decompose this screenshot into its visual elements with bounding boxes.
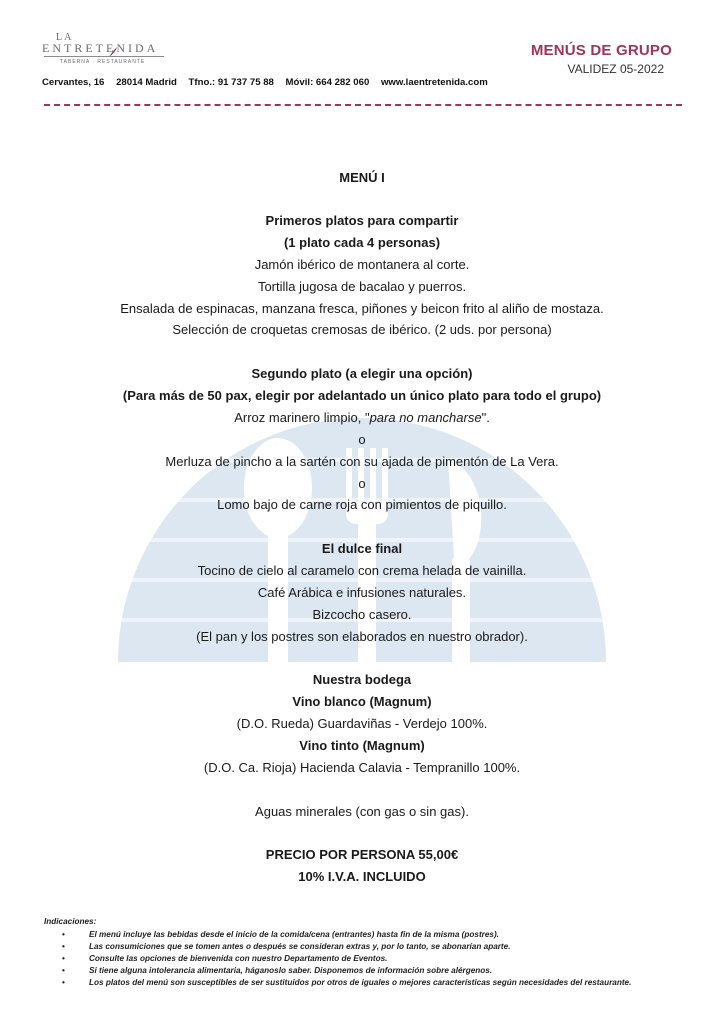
dessert-item: Bizcocho casero. [312,607,412,622]
footnote-item: • Las consumiciones que se tomen antes o después se consideran extras y, por lo tanto, se abonarían aparte. [44,941,664,952]
dessert-item: Café Arábica e infusiones naturales. [257,585,467,600]
validity-date: VALIDEZ 05-2022 [567,62,664,76]
red-wine-heading: Vino tinto (Magnum) [299,738,425,753]
starter-item: Jamón ibérico de montanera al corte. [254,257,470,272]
vat-note: 10% I.V.A. INCLUIDO [298,869,426,884]
address: Cervantes, 16 [42,77,105,88]
white-wine-heading: Vino blanco (Magnum) [292,694,432,709]
option-separator: o [358,476,366,491]
footnotes [44,917,664,989]
footnote-item: • Consulte las opciones de bienvenida con nuestro Departamento de Eventos. [44,953,664,964]
header-divider [44,104,682,106]
water-item: Aguas minerales (con gas o sin gas). [255,804,469,819]
starter-item: Tortilla jugosa de bacalao y puerros. [257,279,467,294]
white-wine: (D.O. Rueda) Guardaviñas - Verdejo 100%. [236,716,488,731]
option-separator: o [358,432,366,447]
footnote-item: • El menú incluye las bebidas desde el inicio de la comida/cena (entrantes) hasta fin de la misma (postres). [44,929,664,940]
dessert-heading: El dulce final [321,541,403,556]
logo-name-text: ENTRETENIDA [42,41,159,55]
main-item-rice-italic: para no mancharse [369,410,482,425]
main-heading: Segundo plato (a elegir una opción) [251,366,473,381]
main-item-beef: Lomo bajo de carne roja con pimientos de piquillo. [217,497,507,512]
restaurant-logo [42,32,170,72]
footnotes-list [44,929,664,988]
header-title-block [531,42,672,76]
main-item-rice-prefix: Arroz marinero limpio, " [234,410,370,425]
dessert-item: Tocino de cielo al caramelo con crema helada de vainilla. [197,563,527,578]
dessert-note: (El pan y los postres son elaborados en nuestro obrador). [196,629,528,644]
footnote-item: • Los platos del menú son susceptibles de ser sustituidos por otros de iguales o mejores características según necesidades del restaurante. [44,977,664,988]
wines-heading: Nuestra bodega [312,672,412,687]
main-item-hake: Merluza de pincho a la sartén con su ajada de pimentón de La Vera. [165,454,559,469]
city: 28014 Madrid [116,77,177,88]
website-link[interactable]: www.laentretenida.com [380,77,488,88]
main-subheading: (Para más de 50 pax, elegir por adelantado un único plato para todo el grupo) [122,388,602,403]
contact-line [42,77,497,88]
logo-divider [44,56,164,57]
logo-tagline: TABERNA · RESTAURANTE [60,59,146,65]
footnotes-title: Indicaciones: [44,917,97,926]
footnote-item: • Si tiene alguna intolerancia alimentaria, háganoslo saber. Disponemos de información sobre alérgenos. [44,965,664,976]
phone: Tfno.: 91 737 75 88 [188,77,274,88]
main-item-rice [0,410,724,426]
menu-name: MENÚ I [339,170,385,185]
main-item-rice-suffix: ". [481,410,490,425]
starter-item: Ensalada de espinacas, manzana fresca, piñones y beicon frito al aliño de mostaza. [120,301,604,316]
page-title: MENÚS DE GRUPO [530,42,672,59]
red-wine: (D.O. Ca. Rioja) Hacienda Calavia - Tempranillo 100%. [203,760,521,775]
starters-heading: Primeros platos para compartir [265,213,459,228]
mobile: Móvil: 664 282 060 [285,77,370,88]
starter-item: Selección de croquetas cremosas de ibérico. (2 uds. por persona) [172,322,552,337]
starters-subheading: (1 plato cada 4 personas) [283,235,441,250]
price: PRECIO POR PERSONA 55,00€ [265,847,459,862]
logo-la-text: LA [56,32,74,43]
